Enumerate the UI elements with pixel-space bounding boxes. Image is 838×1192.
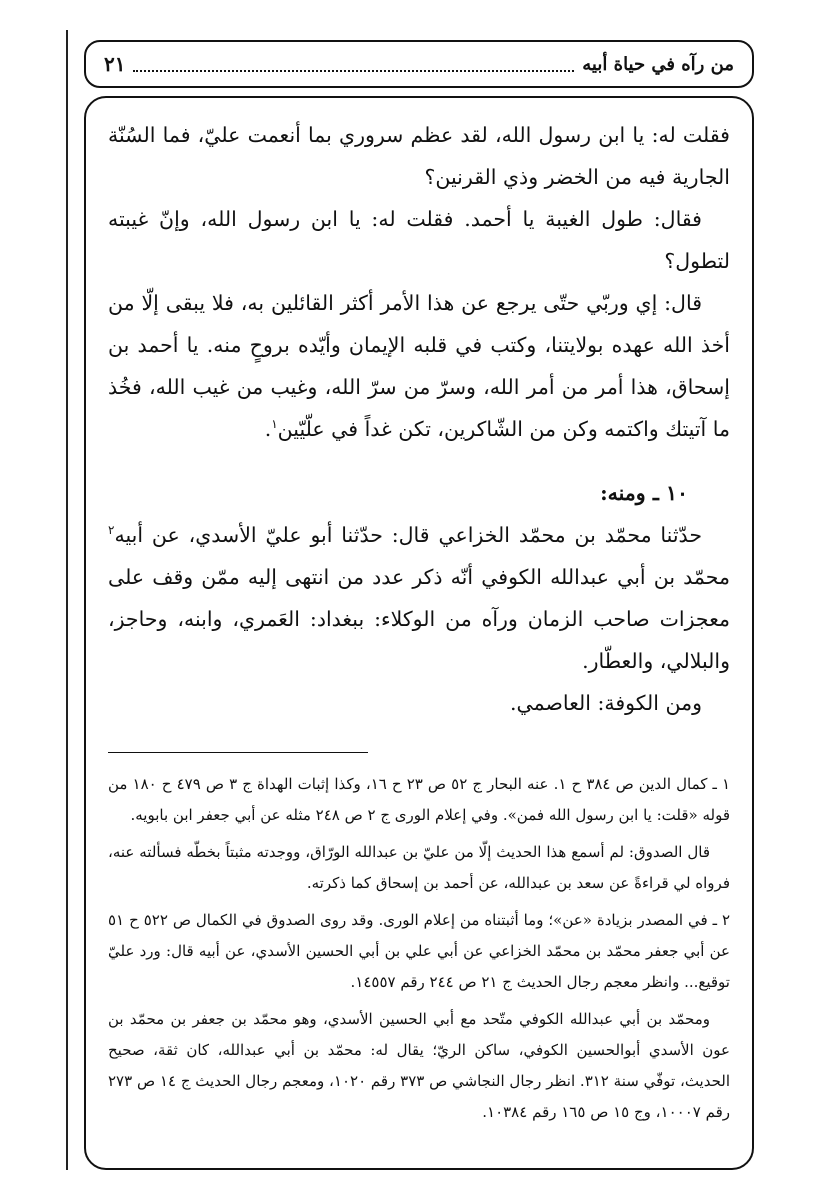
paragraph: قال: إي وربّي حتّى يرجع عن هذا الأمر أكثر القائلين به، فلا يبقى إلّا من أخذ الله عهده بولايتنا، وكتب في قلبه الإيمان وأيّده بروحٍ منه. يا أحمد بن إسحاق، هذا أمر من أمر الله، وسرّ من سرّ الله، وغيب من غيب الله، فخُذ ما آتيتك واكتمه وكن من الشّاكرين، تكن غداً في علّيّين$^١$. xyxy=(108,291,730,441)
footnote-ref: ٢ xyxy=(108,523,115,538)
paragraph-text: محمّد بن أبي عبدالله الكوفي أنّه ذكر عدد من انتهى إليه ممّن وقف على معجزات صاحب الزمان ورآه من الوكلاء: ببغداد: العَمري، وابنه، وحاجز، والبلالي، والعطّار. xyxy=(108,565,730,673)
leader-dots xyxy=(133,56,574,72)
footnote: ١ ـ كمال الدين ص ٣٨٤ ح ١. عنه البحار ج ٥٢ ص ٢٣ ح ١٦، وكذا إثبات الهداة ج ٣ ص ٤٧٩ ح ١٨٠ من قوله «قلت: يا ابن رسول الله فمن». وفي إعلام الورى ج ٢ ص ٢٤٨ مثله عن أبي جعفر ابن بابويه. xyxy=(108,775,731,824)
footnote-separator-wrap xyxy=(108,724,730,769)
paragraph: فقلت له: يا ابن رسول الله، لقد عظم سروري بما أنعمت عليّ، فما السُنّة الجارية فيه من الخضر وذي القرنين؟ xyxy=(108,123,730,189)
footnotes xyxy=(108,769,730,1128)
text-frame xyxy=(84,96,754,1170)
paragraph-text: حدّثنا محمّد بن محمّد الخزاعي قال: حدّثنا أبو عليّ الأسدي، عن أبيه xyxy=(114,523,702,547)
paragraph-text: قال: إي وربّي حتّى يرجع عن هذا الأمر أكثر القائلين به، فلا يبقى إلّا من أخذ الله عهده بولايتنا، وكتب في قلبه الإيمان وأيّده بروحٍ منه. يا أحمد بن إسحاق، هذا أمر من أمر الله، وسرّ من سرّ الله، وغيب من غيب الله، فخُذ ما آتيتك واكتمه وكن من الشّاكرين، تكن غداً في علّيّين xyxy=(108,291,730,441)
footnote-separator xyxy=(108,752,368,753)
body-text xyxy=(108,114,730,724)
page-number: ٢١ xyxy=(104,52,126,76)
section-heading: ١٠ ـ ومنه: xyxy=(600,481,688,505)
running-header xyxy=(84,40,754,88)
footnote-ref: ١ xyxy=(271,417,278,432)
footnote: قال الصدوق: لم أسمع هذا الحديث إلّا من عليّ بن عبدالله الورّاق، ووجدته مثبتاً بخطّه فسألته عنه، فرواه لي قراءةً عن سعد بن عبدالله، عن أحمد بن إسحاق كما ذكرته. xyxy=(108,843,730,892)
paragraph: ومن الكوفة: العاصمي. xyxy=(509,691,702,715)
gutter-rule xyxy=(66,30,68,1170)
footnote: ومحمّد بن أبي عبدالله الكوفي متّحد مع أبي الحسين الأسدي، وهو محمّد بن جعفر بن محمّد بن عون الأسدي أبوالحسين الكوفي، ساكن الريّ؛ يقال له: محمّد بن أبي عبدالله، كان ثقة، صحيح الحديث، توفّي سنة ٣١٢. انظر رجال النجاشي ص ٣٧٣ رقم ١٠٢٠، ومعجم رجال الحديث ج ١٤ ص ٢٧٣ رقم ١٠٠٠٧، وج ١٥ ص ١٦٥ رقم ١٠٣٨٤. xyxy=(108,1010,731,1121)
paragraph: فقال: طول الغيبة يا أحمد. فقلت له: يا ابن رسول الله، وإنّ غيبته لتطول؟ xyxy=(108,207,730,273)
running-title: من رآه في حياة أبيه xyxy=(582,53,734,75)
paragraph xyxy=(108,514,730,682)
footnote: ٢ ـ في المصدر بزيادة «عن»؛ وما أثبتناه من إعلام الورى. وقد روى الصدوق في الكمال ص ٥٢٢ ح ٥١ عن أبي جعفر محمّد بن محمّد الخزاعي عن أبي علي بن أبي الحسين الأسدي، عن أبيه قال: ورد عليّ توقيع... وانظر معجم رجال الحديث ج ٢١ ص ٢٤٤ رقم ١٤٥٥٧. xyxy=(108,911,731,991)
